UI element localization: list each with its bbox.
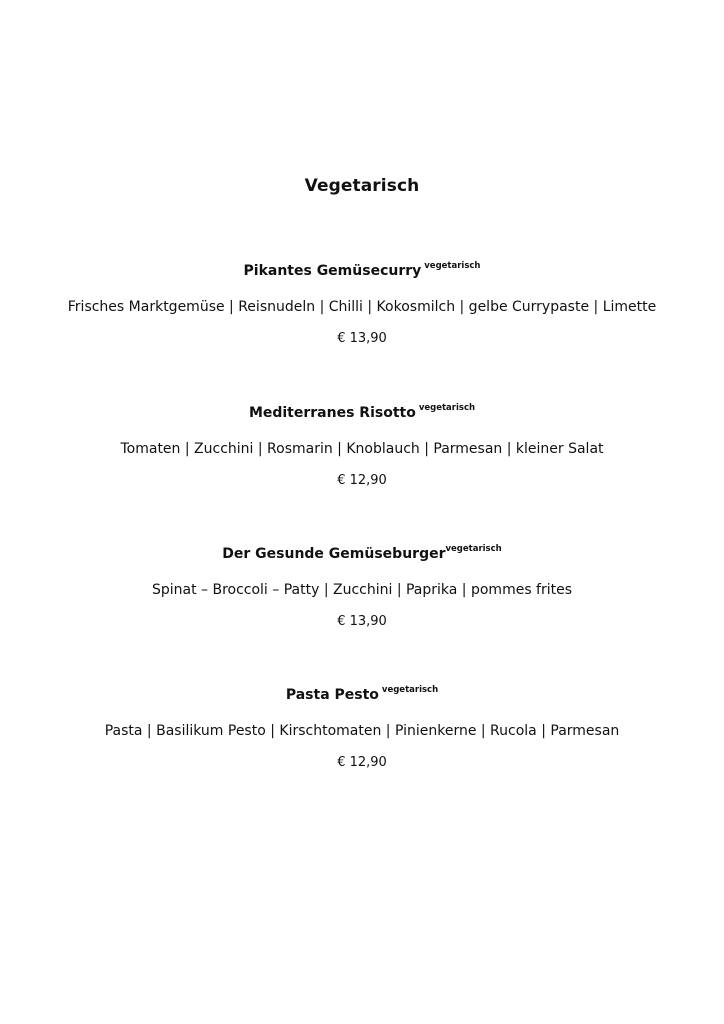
dish-item-pasta-pesto [0,680,724,773]
dish-tag: vegetarisch [381,685,439,695]
dish-description: Tomaten | Zucchini | Rosmarin | Knoblauch | Parmesan | kleiner Salat [120,441,604,457]
dish-name: Mediterranes Risotto [248,405,416,421]
dish-name: Pikantes Gemüsecurry [243,263,422,279]
dish-name-line [0,539,724,564]
dish-item-gemueseburger [0,539,724,632]
dish-item-gemuesecurry [0,256,724,349]
dish-price: € 12,90 [337,473,387,488]
dish-price: € 13,90 [337,331,387,346]
dish-name-line [0,256,724,281]
dish-tag: vegetarisch [418,403,476,413]
dish-name: Der Gesunde Gemüseburger [222,546,446,562]
dish-description: Spinat – Broccoli – Patty | Zucchini | Paprika | pommes frites [151,582,573,598]
section-title: Vegetarisch [304,176,420,196]
dish-tag: vegetarisch [424,261,481,271]
dish-price: € 13,90 [337,614,387,629]
dish-name: Pasta Pesto [285,687,379,703]
dish-price: € 12,90 [337,755,387,770]
dish-name-line [0,398,724,423]
dish-name-line [0,680,724,705]
dish-description: Pasta | Basilikum Pesto | Kirschtomaten | Pinienkerne | Rucola | Parmesan [104,723,620,739]
dish-tag: vegetarisch [445,544,502,554]
dish-description: Frisches Marktgemüse | Reisnudeln | Chilli | Kokosmilch | gelbe Currypaste | Limette [67,299,657,315]
dish-item-risotto [0,398,724,491]
